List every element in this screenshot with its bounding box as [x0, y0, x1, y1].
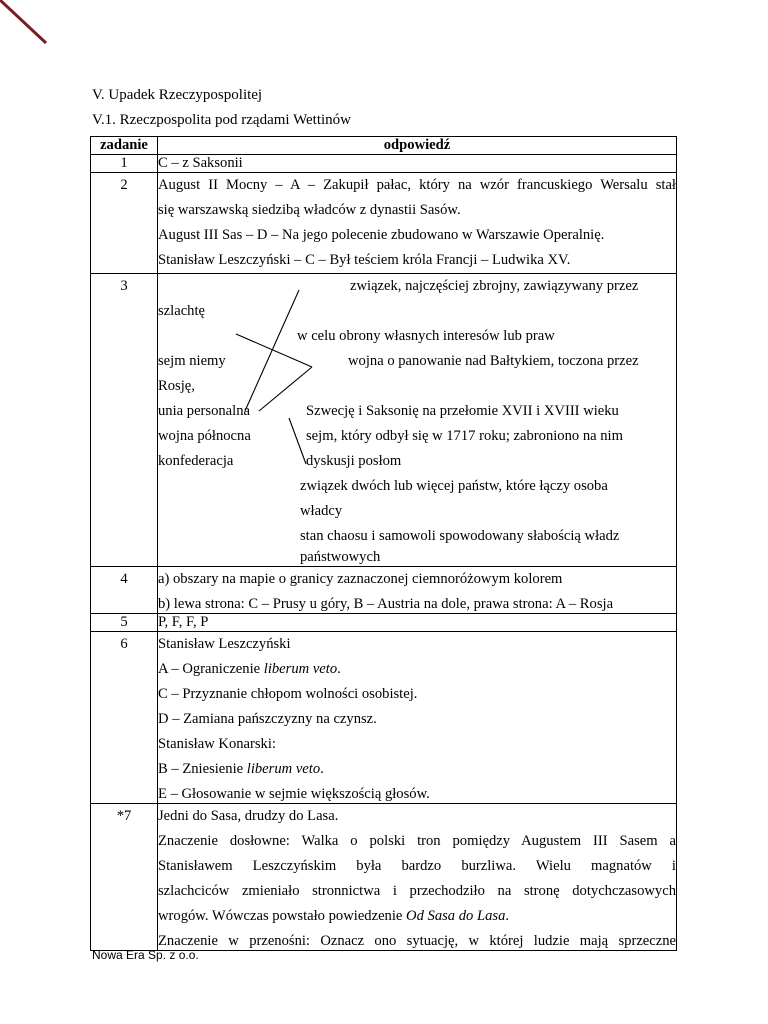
answer-line: A – Ograniczenie liberum veto. [158, 661, 341, 677]
task-number: 2 [91, 173, 158, 274]
answer-line: August III Sas – D – Na jego polecenie zbudowano w Warszawie Operalnię. [158, 227, 605, 243]
header-answer: odpowiedź [158, 137, 677, 155]
definition-text: związek, najczęściej zbrojny, zawiązywany przez [350, 278, 639, 294]
italic-term: liberum veto [246, 761, 321, 777]
answer-line: Znaczenie w przenośni: Oznacz ono sytuację, w której ludzie mają sprzeczne [158, 933, 676, 949]
answer-line: Stanisław Konarski: [158, 736, 276, 752]
definition-text: Szwecję i Saksonię na przełomie XVII i XVIII wieku [306, 403, 619, 419]
answer-cell [158, 614, 677, 632]
definition-text: stan chaosu i samowoli spowodowany słabością władz [300, 528, 620, 544]
answer-line: P, F, F, P [158, 614, 209, 630]
answer-line: C – z Saksonii [158, 155, 243, 171]
term-unia-personalna: unia personalna [158, 403, 250, 419]
task-number: 1 [91, 155, 158, 173]
table-header-row [91, 137, 677, 155]
answer-line: Stanisław Leszczyński [158, 636, 291, 652]
answer-line: szlachciców zmieniało stronnictwa i przechodziło na stronę dotychczasowych [158, 883, 676, 899]
answer-line: D – Zamiana pańszczyzny na czynsz. [158, 711, 377, 727]
corner-mark-line [0, 0, 60, 60]
table-row-task-1 [91, 155, 677, 173]
answer-line: C – Przyznanie chłopom wolności osobistej. [158, 686, 418, 702]
definition-text: państwowych [300, 549, 381, 565]
term-konfederacja: konfederacja [158, 453, 234, 469]
answer-cell [158, 567, 677, 614]
answer-cell [158, 804, 677, 951]
answer-line: August II Mocny – A – Zakupił pałac, który na wzór francuskiego Wersalu stał [158, 177, 676, 193]
answer-cell [158, 155, 677, 173]
header-task: zadanie [91, 137, 158, 155]
term-sejm-niemy: sejm niemy [158, 353, 226, 369]
definition-text: dyskusji posłom [306, 453, 402, 469]
task-number: 4 [91, 567, 158, 614]
task-number: 3 [91, 274, 158, 567]
matching-exercise [158, 274, 676, 566]
definition-text: władcy [300, 503, 343, 519]
definition-text: związek dwóch lub więcej państw, które łączy osoba [300, 478, 608, 494]
table-row-task-4 [91, 567, 677, 614]
task-number: 6 [91, 632, 158, 804]
answer-line: wrogów. Wówczas powstało powiedzenie Od Sasa do Lasa. [158, 908, 510, 924]
definition-text: wojna o panowanie nad Bałtykiem, toczona przez [348, 353, 639, 369]
table-row-task-2 [91, 173, 677, 274]
answer-line: b) lewa strona: C – Prusy u góry, B – Austria na dole, prawa strona: A – Rosja [158, 596, 614, 612]
italic-term: liberum veto [263, 661, 338, 677]
table-row-task-5 [91, 614, 677, 632]
table-row-task-7 [91, 804, 677, 951]
term-wojna-polnocna: wojna północna [158, 428, 251, 444]
definition-text: w celu obrony własnych interesów lub praw [297, 328, 555, 344]
definition-text: sejm, który odbył się w 1717 roku; zabroniono na nim [306, 428, 623, 444]
table-row-task-3 [91, 274, 677, 567]
answer-line: Stanisławem Leszczyńskim była bardzo burzliwa. Wielu magnatów i [158, 858, 676, 874]
answer-cell [158, 173, 677, 274]
italic-phrase: Od Sasa do Lasa [406, 908, 506, 924]
definition-text: szlachtę [158, 303, 205, 319]
answer-cell [158, 274, 677, 567]
answer-line: się warszawską siedzibą władców z dynastii Sasów. [158, 202, 461, 218]
answer-line: Jedni do Sasa, drudzy do Lasa. [158, 808, 339, 824]
answers-table [90, 136, 677, 951]
answer-line: B – Zniesienie liberum veto. [158, 761, 324, 777]
task-number: *7 [91, 804, 158, 951]
task-number: 5 [91, 614, 158, 632]
definition-text: Rosję, [158, 378, 195, 394]
answer-line: Znaczenie dosłowne: Walka o polski tron pomiędzy Augustem III Sasem a [158, 833, 676, 849]
footer-publisher: Nowa Era Sp. z o.o. [92, 948, 199, 962]
section-title: V. Upadek Rzeczypospolitej [92, 87, 263, 103]
answer-line: E – Głosowanie w sejmie większością głosów. [158, 786, 430, 802]
answer-line: Stanisław Leszczyński – C – Był teściem króla Francji – Ludwika XV. [158, 252, 571, 268]
answer-line: a) obszary na mapie o granicy zaznaczonej ciemnoróżowym kolorem [158, 571, 563, 587]
subsection-title: V.1. Rzeczpospolita pod rządami Wettinów [92, 112, 352, 128]
answer-cell [158, 632, 677, 804]
table-row-task-6 [91, 632, 677, 804]
